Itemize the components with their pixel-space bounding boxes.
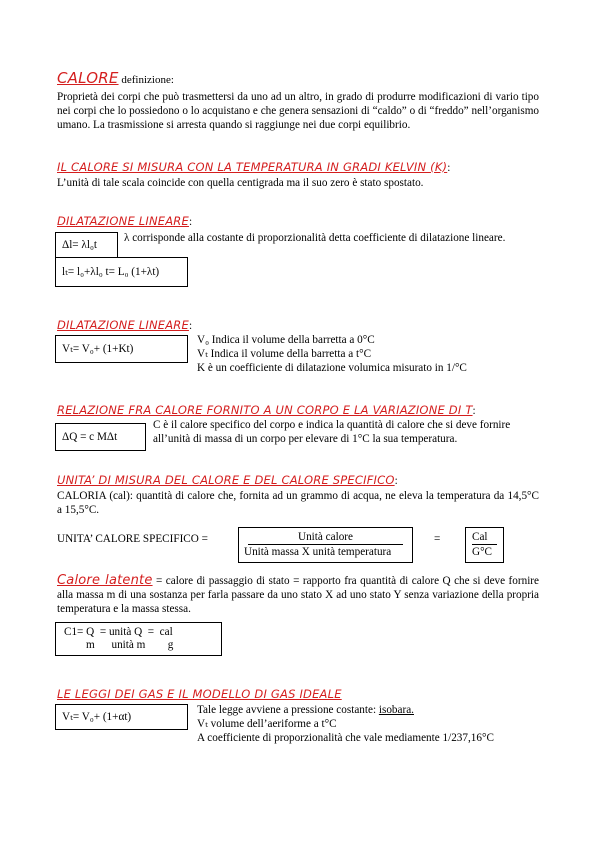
- caloria-definition: CALORIA (cal): quantità di calore che, fornita ad un grammo di acqua, ne eleva la temperatura da 14,5°C a 15,5°C.: [57, 490, 539, 516]
- isobara-prefix: Tale legge avviene a pressione costante:: [197, 704, 379, 716]
- relazione-colon: :: [472, 405, 476, 417]
- calore-latente-text: = calore di passaggio di stato = rapporto fra quantità di calore Q che si deve fornire alla massa m di una sostanza per farla passare da uno stato X ad uno stato Y senza variazione della propria temperatura e la massa stessa.: [57, 575, 539, 615]
- fraction-numerator: Unità calore: [248, 530, 403, 545]
- formula-box-lt: [55, 257, 188, 287]
- cal-numerator: Cal: [472, 530, 497, 545]
- calore-latente-title: Calore latente: [57, 573, 153, 588]
- formula-vt-alpha: Vₜ= V₀+ (1+αt): [62, 711, 132, 723]
- formula-box-vt-alpha: [55, 704, 188, 730]
- v0-line: V₀ Indica il volume della barretta a 0°C: [197, 334, 375, 346]
- gas-law-descriptions: [197, 703, 542, 745]
- unita-misura-colon: :: [394, 475, 398, 487]
- formula-box-delta-q: [55, 423, 146, 451]
- formula-box-vt: [55, 335, 188, 363]
- vt-line: Vₜ Indica il volume della barretta a t°C: [197, 348, 372, 360]
- equals-sign: =: [434, 533, 441, 545]
- formula-delta-l: Δl= λl₀t: [62, 239, 97, 251]
- volume-descriptions: [197, 333, 537, 375]
- cal-denominator: G°C: [472, 546, 493, 558]
- calore-subtitle: definizione:: [121, 74, 174, 86]
- section-calore-heading: [57, 71, 174, 87]
- fraction-box-cal: [465, 527, 504, 563]
- calore-specifico-description: C è il calore specifico del corpo e indica la quantità di calore che si deve fornire all’unità di massa di un corpo per elevare di 1°C la sua temperatura.: [153, 419, 511, 445]
- formula-box-delta-l: [55, 232, 118, 258]
- section-relazione-heading: [57, 403, 476, 418]
- kelvin-title: IL CALORE SI MISURA CON LA TEMPERATURA IN GRADI KELVIN (K): [57, 160, 448, 174]
- dilatazione-volumica-colon: :: [188, 320, 193, 332]
- isobara-word: isobara.: [378, 704, 414, 716]
- unita-misura-title: UNITA’ DI MISURA DEL CALORE E DEL CALORE SPECIFICO: [57, 473, 395, 487]
- formula-box-c1: [55, 622, 222, 656]
- relazione-title: RELAZIONE FRA CALORE FORNITO A UN CORPO E LA VARIAZIONE DI T: [57, 403, 473, 417]
- c1-line-top: C1= Q = unità Q = cal: [64, 626, 173, 638]
- alpha-coefficient-line: A coefficiente di proporzionalità che vale mediamente 1/237,16°C: [197, 732, 494, 744]
- section-unita-misura-heading: [57, 473, 398, 488]
- unita-calore-specifico-label: UNITA’ CALORE SPECIFICO =: [57, 533, 208, 545]
- section-dilatazione-volumica-heading: [57, 318, 192, 333]
- fraction-denominator: Unità massa X unità temperatura: [244, 546, 392, 558]
- dilatazione-colon: :: [188, 216, 193, 228]
- k-line: K è un coefficiente di dilatazione volumica misurato in 1/°C: [197, 362, 467, 374]
- section-leggi-gas-heading: [57, 687, 342, 702]
- kelvin-text: L’unità di tale scala coincide con quella centigrada ma il suo zero è stato spostato.: [57, 177, 424, 189]
- calore-latente-paragraph: [57, 574, 539, 616]
- fraction-box-unit: [238, 527, 413, 563]
- formula-lt: lₜ= l₀+λl₀ t= L₀ (1+λt): [62, 266, 160, 278]
- vt-volume-line: Vₜ volume dell’aeriforme a t°C: [197, 718, 337, 730]
- dilatazione-lineare-title: DILATAZIONE LINEARE: [57, 214, 189, 228]
- formula-vt: Vₜ= V₀+ (1+Kt): [62, 343, 134, 355]
- c1-line-bottom: m unità m g: [86, 639, 174, 651]
- lambda-description: λ corrisponde alla costante di proporzionalità detta coefficiente di dilatazione lineare.: [124, 232, 506, 244]
- isobara-line: [197, 703, 542, 717]
- calore-title: CALORE: [57, 69, 119, 87]
- kelvin-colon: :: [447, 162, 451, 174]
- leggi-gas-title: LE LEGGI DEI GAS E IL MODELLO DI GAS IDEALE: [57, 687, 342, 701]
- section-dilatazione-lineare-heading: [57, 214, 192, 229]
- section-kelvin-heading: [57, 160, 450, 175]
- calore-definition: Proprietà dei corpi che può trasmettersi da uno ad un altro, in grado di produrre modificazioni di vario tipo nei corpi che lo possiedono o lo acquistano e che genera sensazioni di “caldo” o di “freddo” nell’organismo umano. La trasmissione si arresta quando si raggiunge nei due corpi equilibrio.: [57, 91, 539, 131]
- dilatazione-volumica-title: DILATAZIONE LINEARE: [57, 318, 189, 332]
- formula-delta-q: ΔQ = c MΔt: [62, 431, 118, 443]
